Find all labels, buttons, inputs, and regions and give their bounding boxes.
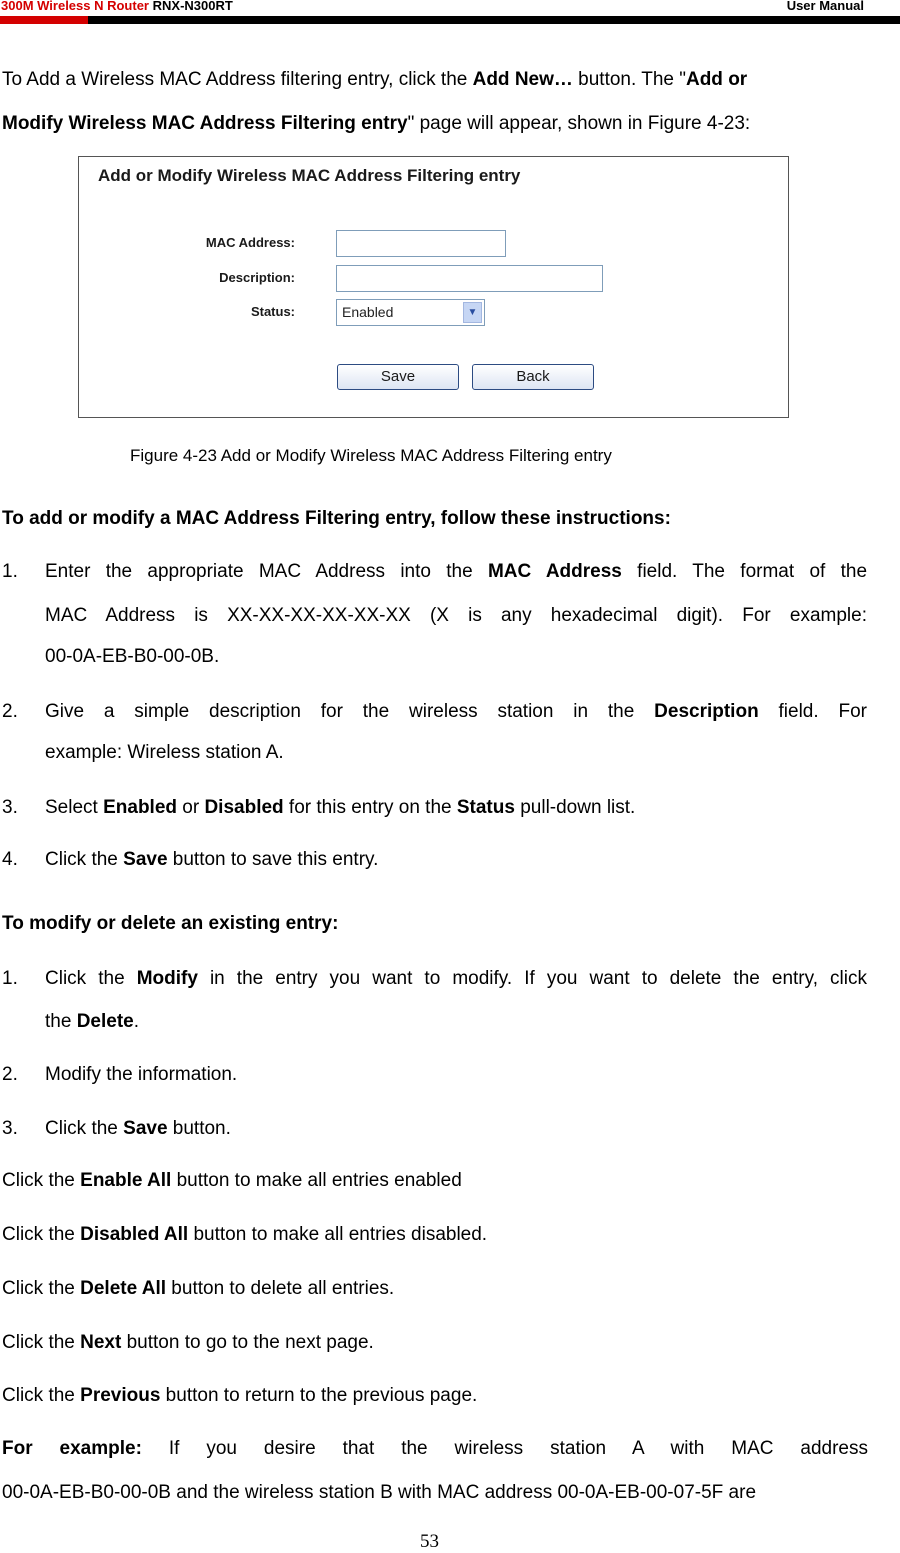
step1-number: 1. bbox=[2, 561, 18, 582]
header-bar-black bbox=[88, 16, 900, 24]
example-line-1: For example: If you desire that the wireless station A with MAC address bbox=[2, 1438, 868, 1459]
mod-step3-line: Click the Save button. bbox=[45, 1118, 231, 1139]
step4-number: 4. bbox=[2, 849, 18, 870]
header-model: RNX-N300RT bbox=[152, 0, 233, 13]
mod-step1-line-1: Click the Modify in the entry you want to modify. If you want to delete the entry, click bbox=[45, 968, 867, 989]
page-number: 53 bbox=[420, 1531, 439, 1552]
status-select[interactable] bbox=[336, 299, 485, 326]
description-label: Description: bbox=[219, 270, 295, 285]
header-bar-red bbox=[0, 16, 88, 24]
mod-step3-number: 3. bbox=[2, 1118, 18, 1139]
step1-line-1: Enter the appropriate MAC Address into the MAC Address field. The format of the bbox=[45, 561, 868, 582]
example-line-2: 00-0A-EB-B0-00-0B and the wireless station B with MAC address 00-0A-EB-00-07-5F are bbox=[2, 1482, 757, 1503]
step1-line-3: 00-0A-EB-B0-00-0B. bbox=[45, 646, 220, 667]
status-label: Status: bbox=[250, 304, 295, 319]
header-title bbox=[1, 0, 233, 13]
header-manual: User Manual bbox=[786, 0, 864, 13]
step2-line-1: Give a simple description for the wireless station in the Description field. For bbox=[45, 701, 867, 722]
description-input[interactable] bbox=[336, 265, 603, 292]
step2-number: 2. bbox=[2, 701, 18, 722]
figure-title: Add or Modify Wireless MAC Address Filtering entry bbox=[98, 166, 521, 185]
mod-step2-line: Modify the information. bbox=[45, 1064, 238, 1085]
click-next: Click the Next button to go to the next page. bbox=[2, 1332, 374, 1353]
intro-line-1: To Add a Wireless MAC Address filtering entry, click the Add New… button. The "Add or bbox=[2, 69, 748, 90]
back-button[interactable]: Back bbox=[472, 364, 594, 390]
figure-caption: Figure 4-23 Add or Modify Wireless MAC Address Filtering entry bbox=[130, 446, 612, 465]
click-disabled-all: Click the Disabled All button to make all entries disabled. bbox=[2, 1224, 488, 1245]
save-button[interactable]: Save bbox=[337, 364, 459, 390]
mod-step1-line-2: the Delete. bbox=[45, 1011, 140, 1032]
section1-heading: To add or modify a MAC Address Filtering entry, follow these instructions: bbox=[2, 508, 671, 529]
page-header bbox=[0, 0, 900, 26]
chevron-down-icon[interactable]: ▼ bbox=[463, 302, 482, 323]
section2-heading: To modify or delete an existing entry: bbox=[2, 913, 339, 934]
mac-address-label: MAC Address: bbox=[205, 235, 295, 250]
mac-address-input[interactable] bbox=[336, 230, 506, 257]
figure-screenshot bbox=[78, 156, 789, 418]
click-previous: Click the Previous button to return to the previous page. bbox=[2, 1385, 478, 1406]
step4-line: Click the Save button to save this entry. bbox=[45, 849, 379, 870]
status-select-value: Enabled bbox=[342, 304, 394, 320]
header-brand: 300M Wireless N Router bbox=[1, 0, 149, 13]
step2-line-2: example: Wireless station A. bbox=[45, 742, 284, 763]
step3-line: Select Enabled or Disabled for this entry on the Status pull-down list. bbox=[45, 797, 636, 818]
click-enable-all: Click the Enable All button to make all entries enabled bbox=[2, 1170, 462, 1191]
step3-number: 3. bbox=[2, 797, 18, 818]
click-delete-all: Click the Delete All button to delete all entries. bbox=[2, 1278, 395, 1299]
mod-step2-number: 2. bbox=[2, 1064, 18, 1085]
intro-line-2: Modify Wireless MAC Address Filtering entry" page will appear, shown in Figure 4-23: bbox=[2, 113, 751, 134]
mod-step1-number: 1. bbox=[2, 968, 18, 989]
step1-line-2: MAC Address is XX-XX-XX-XX-XX-XX (X is any hexadecimal digit). For example: bbox=[45, 605, 867, 626]
